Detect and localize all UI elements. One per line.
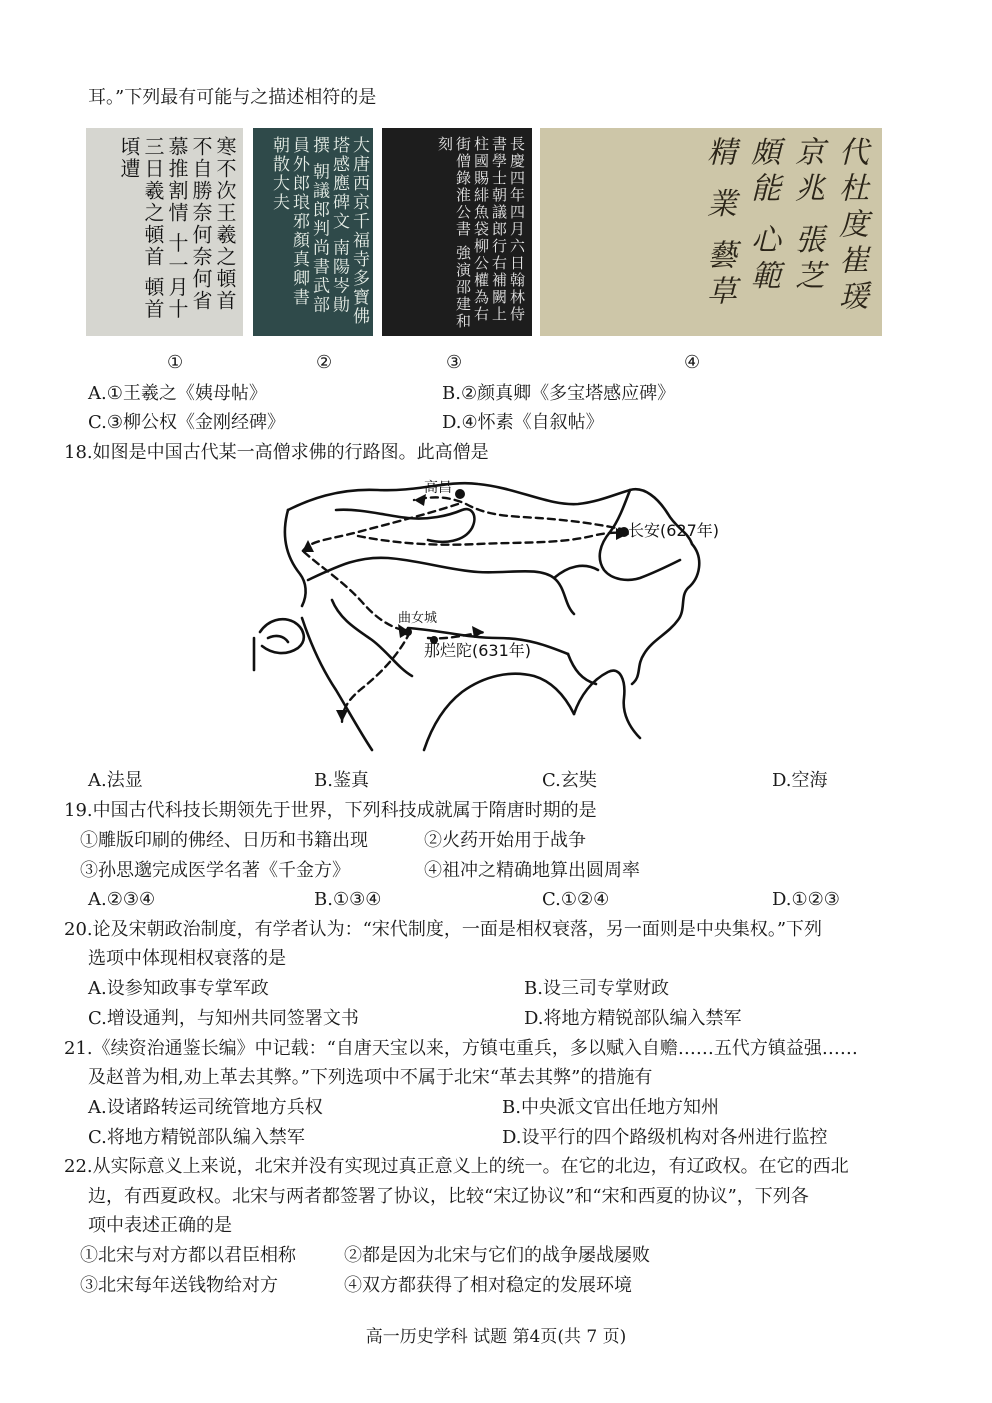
q18-option-a: A.法显: [88, 770, 143, 791]
q21-option-c: C.将地方精锐部队编入禁军: [88, 1127, 305, 1148]
q18-stem: 18.如图是中国古代某一高僧求佛的行路图。此高僧是: [64, 442, 489, 463]
image-label-1: ①: [167, 352, 184, 373]
q19-option-b: B.①③④: [314, 889, 382, 910]
calligraphy-image-3: [382, 128, 532, 336]
calligraphy-image-2: [253, 128, 373, 336]
q20-option-b: B.设三司专掌财政: [524, 978, 669, 999]
q22-stem-line3: 项中表述正确的是: [88, 1215, 232, 1236]
image-label-4: ④: [684, 352, 701, 373]
map-label-nalanda: 那烂陀(631年): [424, 641, 532, 660]
q17-option-a: A.①王羲之《姨母帖》: [88, 383, 267, 404]
q18-option-c: C.玄奘: [542, 770, 597, 791]
q20-option-d: D.将地方精锐部队编入禁军: [524, 1008, 742, 1029]
q21-option-b: B.中央派文官出任地方知州: [502, 1097, 719, 1118]
q17-option-d: D.④怀素《自叙帖》: [442, 412, 604, 433]
calligraphy-image-4-text: 代杜度崔瑗京兆 張芝 頗能 心範 精 業 藝草: [701, 136, 868, 316]
q22-item-4: ④双方都获得了相对稳定的发展环境: [344, 1275, 632, 1296]
map-label-qunu: 曲女城: [398, 611, 438, 626]
q20-option-c: C.增设通判，与知州共同签署文书: [88, 1008, 359, 1029]
page-footer: 高一历史学科 试题 第4页(共 7 页): [365, 1327, 627, 1347]
q22-item-1: ①北宋与对方都以君臣相称: [80, 1245, 296, 1266]
calligraphy-image-4: [540, 128, 882, 336]
q19-option-d: D.①②③: [772, 889, 840, 910]
image-label-3: ③: [446, 352, 463, 373]
calligraphy-image-2-text: 大唐西京千福寺多寶佛塔感應碑文 南陽岑勛撰 朝議郎判尚書武部員外郎琅邪顏真卿書 朝散大夫: [269, 136, 369, 326]
q19-item-3: ③孙思邈完成医学名著《千金方》: [80, 860, 350, 881]
q21-stem-line2: 及赵普为相,劝上革去其弊。”下列选项中不属于北宋“革去其弊”的措施有: [88, 1067, 653, 1088]
q19-item-2: ②火药开始用于战争: [424, 830, 586, 851]
q19-item-4: ④祖冲之精确地算出圆周率: [424, 860, 640, 881]
route-map: [248, 470, 740, 760]
calligraphy-image-1-text: 寒不次王羲之頓首 不自勝奈何奈何省慕推割情 十一月十三日羲之頓首 頓首頃遭: [117, 136, 237, 321]
q20-stem-line2: 选项中体现相权衰落的是: [88, 948, 286, 969]
q17-option-b: B.②颜真卿《多宝塔感应碑》: [442, 383, 676, 404]
q21-option-d: D.设平行的四个路级机构对各州进行监控: [502, 1127, 828, 1148]
calligraphy-image-3-text: 長慶四年四月六日翰林侍書學士朝議郎行右補闕上柱國賜緋魚袋柳公權為右街僧錄淮公書 強演邵建和刻: [436, 136, 526, 330]
map-label-changan: 长安(627年): [628, 521, 720, 540]
q19-item-1: ①雕版印刷的佛经、日历和书籍出现: [80, 830, 368, 851]
image-label-2: ②: [316, 352, 333, 373]
q18-option-b: B.鉴真: [314, 770, 369, 791]
q21-option-a: A.设诸路转运司统管地方兵权: [88, 1097, 323, 1118]
calligraphy-image-1: [86, 128, 243, 336]
q19-option-c: C.①②④: [542, 889, 610, 910]
q18-option-d: D.空海: [772, 770, 828, 791]
q19-stem: 19.中国古代科技长期领先于世界，下列科技成就属于隋唐时期的是: [64, 800, 597, 821]
q21-stem-line1: 21.《续资治通鉴长编》中记载：“自唐天宝以来，方镇屯重兵，多以赋入自赡……五代方镇益强……: [64, 1038, 858, 1059]
q22-item-2: ②都是因为北宋与它们的战争屡战屡败: [344, 1245, 650, 1266]
q20-stem-line1: 20.论及宋朝政治制度，有学者认为：“宋代制度，一面是相权衰落，另一面则是中央集权。”下列: [64, 919, 823, 940]
q17-stem-tail: 耳。”下列最有可能与之描述相符的是: [88, 87, 377, 108]
map-label-gaochang: 高昌: [424, 480, 452, 496]
q22-stem-line2: 边，有西夏政权。北宋与两者都签署了协议，比较“宋辽协议”和“宋和西夏的协议”，下列各: [88, 1186, 809, 1207]
q20-option-a: A.设参知政事专掌军政: [88, 978, 269, 999]
q22-item-3: ③北宋每年送钱物给对方: [80, 1275, 278, 1296]
q17-option-c: C.③柳公权《金刚经碑》: [88, 412, 285, 433]
q22-stem-line1: 22.从实际意义上来说，北宋并没有实现过真正意义上的统一。在它的北边，有辽政权。在它的西北: [64, 1156, 849, 1177]
q19-option-a: A.②③④: [88, 889, 156, 910]
